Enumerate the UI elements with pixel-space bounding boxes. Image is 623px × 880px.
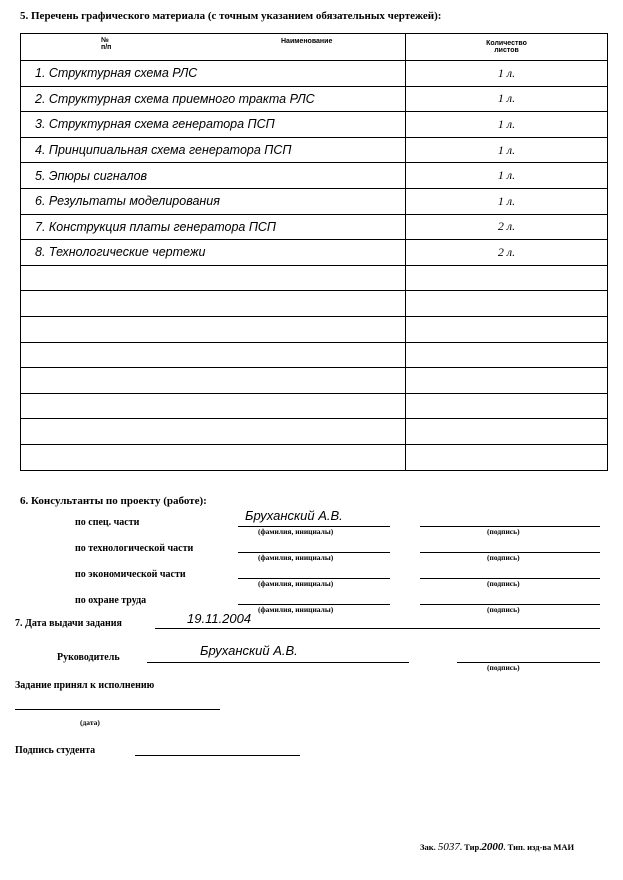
row-qty: 1 л. — [406, 163, 608, 189]
row-qty: 1 л. — [406, 137, 608, 163]
table-row — [21, 240, 608, 266]
empty-cell — [21, 419, 406, 445]
empty-cell — [21, 265, 406, 291]
table-row — [21, 188, 608, 214]
row-qty: 1 л. — [406, 86, 608, 112]
table-row — [21, 86, 608, 112]
empty-cell — [406, 393, 608, 419]
order-number: 5037 — [437, 841, 460, 853]
table-row — [21, 112, 608, 138]
row-name: 7. Конструкция платы генератора ПСП — [21, 214, 406, 240]
supervisor-sign-caption: (подпись) — [487, 663, 520, 672]
empty-cell — [406, 316, 608, 342]
empty-cell — [21, 444, 406, 470]
empty-table-row — [21, 368, 608, 394]
empty-table-row — [21, 444, 608, 470]
row-name: 5. Эпюры сигналов — [21, 163, 406, 189]
row-qty: 2 л. — [406, 214, 608, 240]
consultant-label: по экономической части — [75, 569, 186, 580]
table-row — [21, 163, 608, 189]
row-name: 6. Результаты моделирования — [21, 188, 406, 214]
empty-cell — [406, 444, 608, 470]
table-header — [21, 34, 608, 61]
sign-caption: (подпись) — [487, 579, 520, 588]
table-row — [21, 137, 608, 163]
header-num: № п/п — [101, 37, 112, 51]
name-caption: (фамилия, инициалы) — [258, 605, 334, 614]
supervisor-label: Руководитель — [57, 652, 120, 663]
row-qty: 1 л. — [406, 112, 608, 138]
row-qty: 2 л. — [406, 240, 608, 266]
consultant-label: по спец. части — [75, 517, 140, 528]
table-row — [21, 214, 608, 240]
empty-cell — [406, 419, 608, 445]
row-name: 2. Структурная схема приемного тракта РЛС — [21, 86, 406, 112]
section6-title: 6. Консультанты по проекту (работе): — [20, 495, 207, 507]
empty-cell — [406, 342, 608, 368]
table-row — [21, 61, 608, 87]
order-label: Зак. — [420, 842, 436, 852]
consultant-label: по технологической части — [75, 543, 194, 554]
section5-title: 5. Перечень графического материала (с точным указанием обязательных чертежей): — [20, 10, 442, 22]
empty-table-row — [21, 393, 608, 419]
issue-date-value: 19.11.2004 — [187, 611, 252, 626]
empty-cell — [21, 368, 406, 394]
header-name: Наименование — [281, 38, 333, 45]
header-qty: Количество листов — [406, 34, 608, 61]
print-label: . Тир. — [459, 842, 482, 852]
empty-cell — [21, 291, 406, 317]
empty-table-row — [21, 342, 608, 368]
print-footer — [420, 841, 574, 853]
empty-cell — [406, 291, 608, 317]
row-name: 4. Принципиальная схема генератора ПСП — [21, 137, 406, 163]
consultant-label: по охране труда — [75, 595, 147, 606]
empty-table-row — [21, 419, 608, 445]
sign-caption: (подпись) — [487, 605, 520, 614]
sign-caption: (подпись) — [487, 553, 520, 562]
issue-date-label: 7. Дата выдачи задания — [15, 618, 122, 629]
graphic-materials-table — [20, 33, 608, 471]
name-caption: (фамилия, инициалы) — [258, 553, 334, 562]
row-name: 8. Технологические чертежи — [21, 240, 406, 266]
student-sign-label: Подпись студента — [15, 745, 96, 756]
consultant-name: Бруханский А.В. — [245, 508, 343, 523]
empty-cell — [21, 393, 406, 419]
empty-cell — [21, 316, 406, 342]
row-qty: 1 л. — [406, 61, 608, 87]
row-name: 3. Структурная схема генератора ПСП — [21, 112, 406, 138]
supervisor-value: Бруханский А.В. — [200, 643, 298, 658]
empty-table-row — [21, 265, 608, 291]
sign-caption: (подпись) — [487, 527, 520, 536]
print-run: 2000 — [481, 841, 504, 853]
row-name: 1. Структурная схема РЛС — [21, 61, 406, 87]
empty-cell — [406, 368, 608, 394]
empty-cell — [21, 342, 406, 368]
date-caption: (дата) — [80, 718, 100, 727]
accepted-label: Задание принял к исполнению — [15, 680, 155, 691]
empty-table-row — [21, 291, 608, 317]
empty-table-row — [21, 316, 608, 342]
name-caption: (фамилия, инициалы) — [258, 579, 334, 588]
empty-cell — [406, 265, 608, 291]
name-caption: (фамилия, инициалы) — [258, 527, 334, 536]
row-qty: 1 л. — [406, 188, 608, 214]
publisher: . Тип. изд-ва МАИ — [503, 842, 575, 852]
